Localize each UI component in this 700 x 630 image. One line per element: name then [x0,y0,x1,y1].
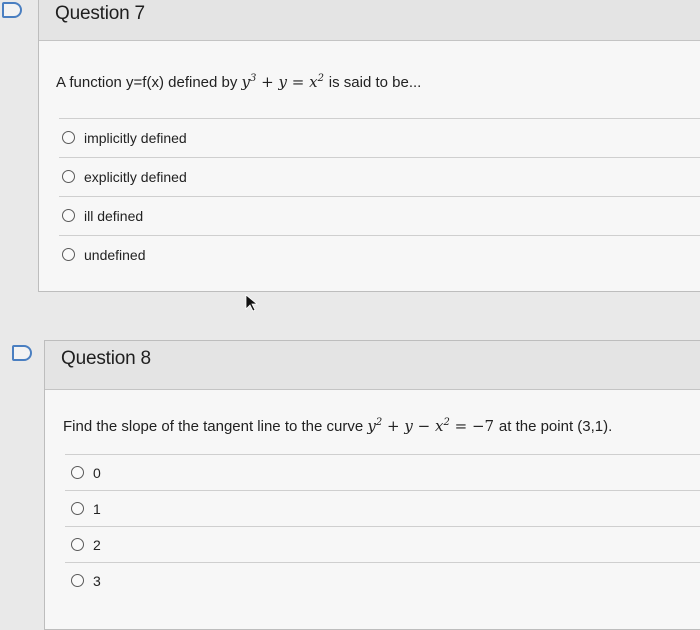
q7-option-undefined[interactable]: undefined [59,235,700,273]
question-8-prompt-suffix: at the point (3,1). [498,418,613,435]
radio-button-icon[interactable] [71,502,84,515]
radio-button-icon[interactable] [62,131,75,144]
radio-button-icon[interactable] [62,209,75,222]
radio-button-icon[interactable] [62,248,75,261]
question-7-equation: $y^3 + y = x^2$ [241,73,324,91]
question-8-title: Question 8 [61,348,151,369]
question-8-prompt [63,417,612,435]
question-7-prompt-prefix: A function y=f(x) defined by [56,74,238,91]
question-8-panel [44,340,700,630]
question-7-prompt [56,73,421,91]
question-7-panel [38,0,700,292]
question-8-header [45,341,700,390]
radio-button-icon[interactable] [71,574,84,587]
radio-button-icon[interactable] [71,538,84,551]
mouse-cursor-icon [245,294,259,312]
radio-button-icon[interactable] [62,170,75,183]
bookmark-icon[interactable] [2,2,22,18]
q8-option-0[interactable]: 0 [65,454,700,490]
q8-option-1[interactable]: 1 [65,490,700,526]
radio-button-icon[interactable] [71,466,84,479]
question-7-prompt-suffix: is said to be... [328,74,422,91]
q8-option-2[interactable]: 2 [65,526,700,562]
q8-option-3[interactable]: 3 [65,562,700,598]
q7-option-implicitly-defined[interactable]: implicitly defined [59,118,700,156]
bookmark-icon[interactable] [12,345,32,361]
q7-option-explicitly-defined[interactable]: explicitly defined [59,157,700,195]
question-7-title: Question 7 [55,3,145,24]
question-8-prompt-prefix: Find the slope of the tangent line to the curve [63,418,364,435]
question-7-header [39,0,700,41]
question-8-equation: $y^2 + y - x^2 = -7$ [367,417,495,435]
q7-option-ill-defined[interactable]: ill defined [59,196,700,234]
